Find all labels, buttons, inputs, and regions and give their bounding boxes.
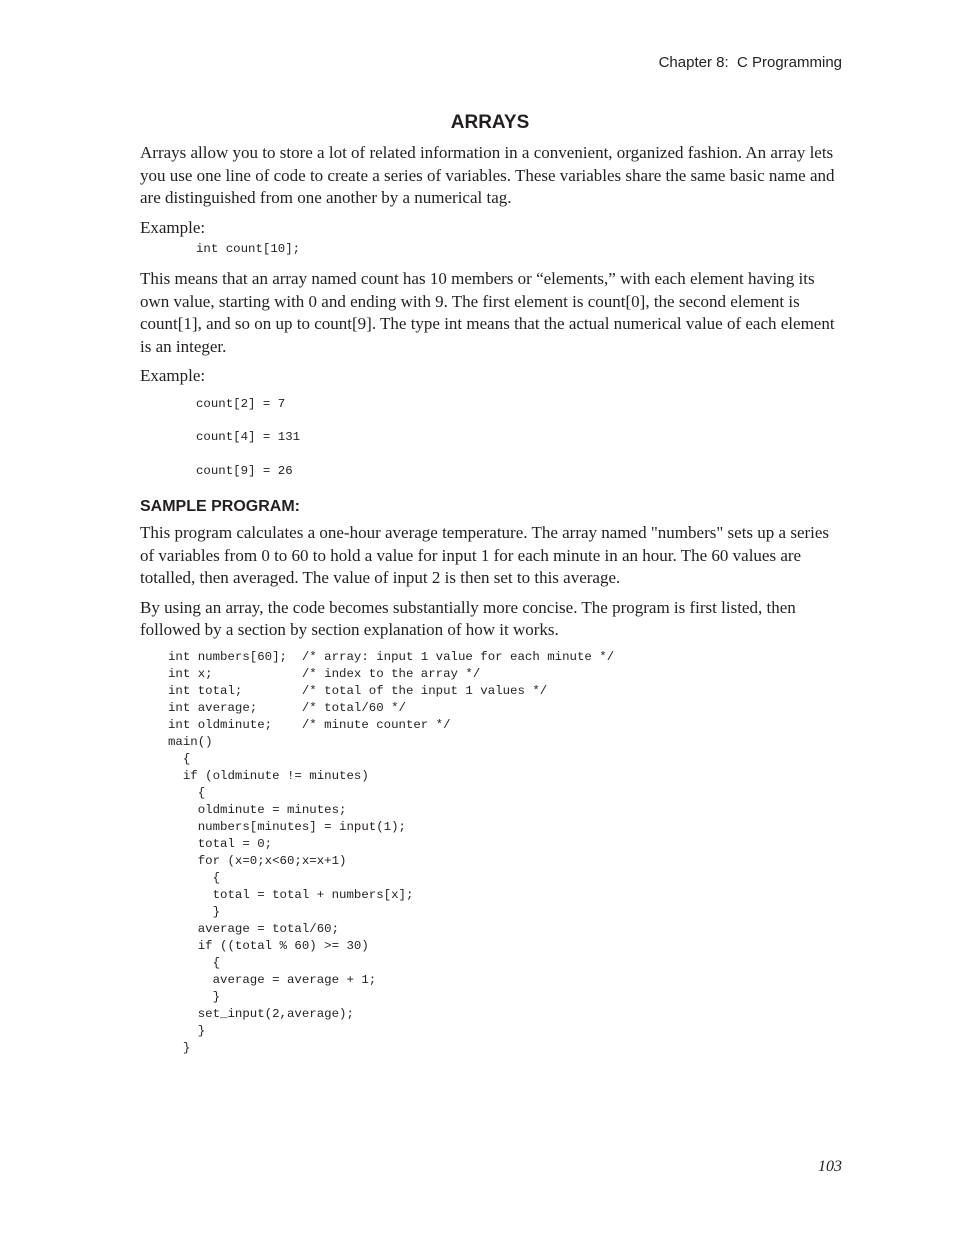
sample-note: By using an array, the code becomes substantially more concise. The program is first listed, then followed by a section by section explanation of how it works. xyxy=(140,597,796,639)
page-number: 103 xyxy=(818,1158,842,1175)
code-example-assignments: count[2] = 7 count[4] = 131 count[9] = 26 xyxy=(196,396,301,478)
program-listing: int numbers[60]; /* array: input 1 value for each minute */ int x; /* index to the array */ int total; /* total of the input 1 values */ int average; /* total/60 */ int oldminute; /* minute counter */ main() { if (oldminute != minutes) { oldminute = minutes; numbers[minutes] = input(1); total = 0; for (x=0;x<60;x=x+1) { total = total + numbers[x]; } average = total/60; if ((total % 60) >= 30) { average = average + 1; } set_input(2,average); } } xyxy=(168,649,615,1055)
code-example-declaration: int count[10]; xyxy=(196,242,301,256)
example-label-2: Example: xyxy=(140,366,206,385)
example-label: Example: xyxy=(140,217,206,237)
section-title: ARRAYS xyxy=(450,112,530,133)
running-header: Chapter 8: C Programming xyxy=(658,54,842,71)
sample-description: This program calculates a one-hour average temperature. The array named "numbers" sets up a series of variables from 0 to 60 to hold a value for input 1 for each minute in an hour. The 60 values are totalled, then averaged. The value of input 2 is then set to this average. xyxy=(140,523,830,587)
intro-paragraph: Arrays allow you to store a lot of related information in a convenient, organized fashion. An array lets you use one line of code to create a series of variables. These variables share the same basic name and are distinguished from one another by a numerical tag. xyxy=(140,143,835,207)
sample-program-title: SAMPLE PROGRAM: xyxy=(140,498,300,515)
explanation-paragraph: This means that an array named count has 10 members or “elements,” with each element having its own value, starting with 0 and ending with 9. The first element is count[0], the second element is count[1], and so on up to count[9]. The type int means that the actual numerical value of each element is an integer. xyxy=(140,269,835,356)
page-content xyxy=(140,110,840,1057)
